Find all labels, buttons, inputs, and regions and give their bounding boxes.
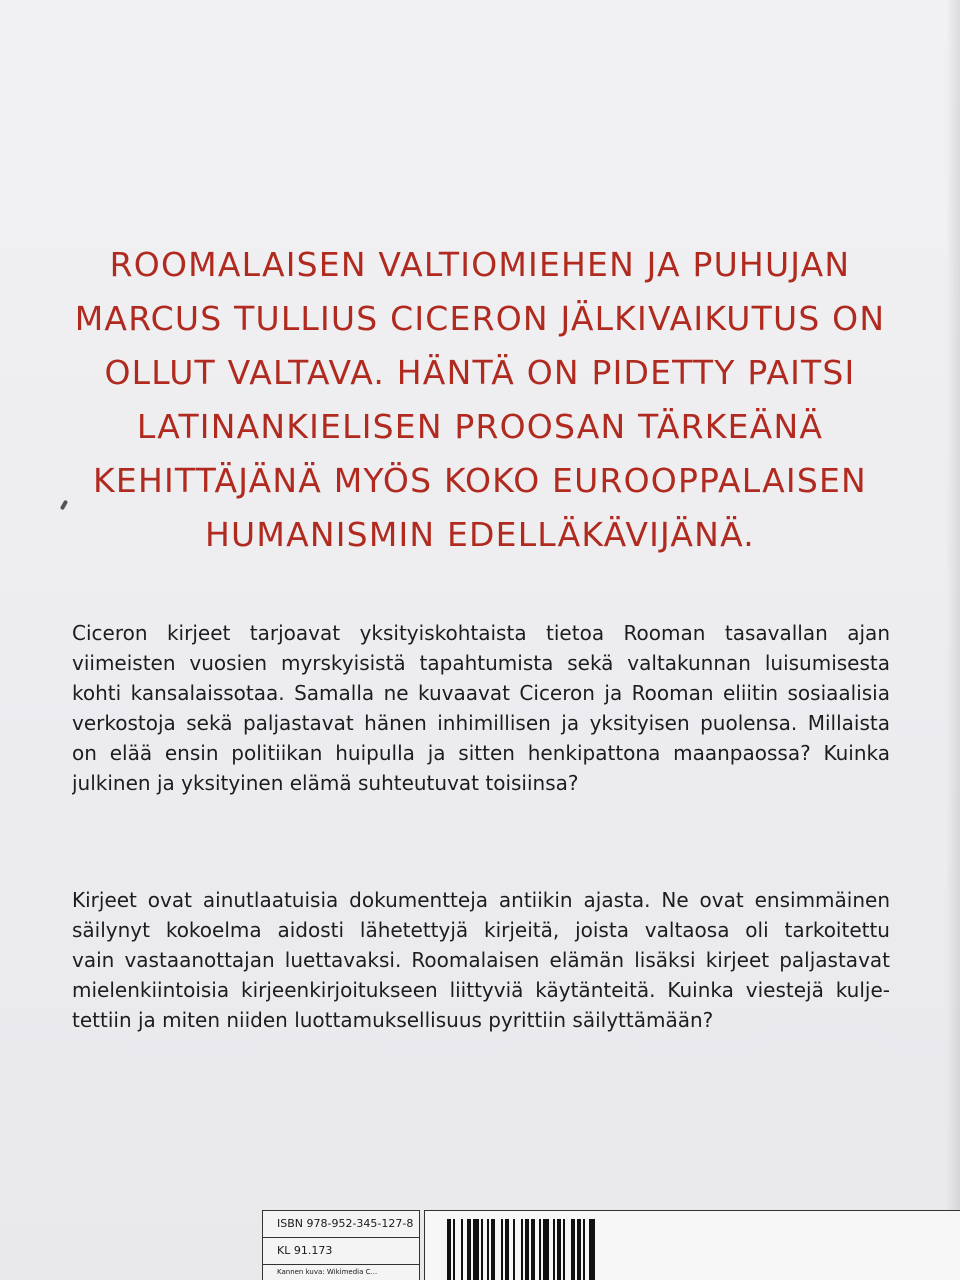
blurb-line: OLLUT VALTAVA. HÄNTÄ ON PIDETTY PAITSI [104, 353, 856, 392]
paragraph-line: tettiin ja miten niiden luottamuksellisuus pyrittiin säilyttämään? [72, 1008, 714, 1032]
paragraph-line: viimeisten vuosien myrskyisistä tapahtumista sekä valtakunnan luisumisesta [72, 651, 890, 675]
barcode-bar [571, 1219, 575, 1280]
barcode-bar [583, 1219, 585, 1280]
barcode-bar [501, 1219, 503, 1280]
barcode-bar [461, 1219, 463, 1280]
barcode-bar [467, 1219, 471, 1280]
barcode-bar [491, 1219, 495, 1280]
barcode-bar [531, 1219, 535, 1280]
blurb-line: ROOMALAISEN VALTIOMIEHEN JA PUHUJAN [109, 245, 851, 284]
page-edge-shadow [946, 0, 960, 1280]
isbn-number: ISBN 978-952-345-127-8 [263, 1211, 419, 1238]
cover-image-credit: Kannen kuva: Wikimedia C... [277, 1268, 378, 1276]
barcode-bar [521, 1219, 523, 1280]
barcode-bar [505, 1219, 509, 1280]
barcode-bar [447, 1219, 451, 1280]
paragraph-line: on elää ensin politiikan huipulla ja sitten henkipattona maanpaossa? Kuinka [72, 741, 890, 765]
paragraph-line: Ciceron kirjeet tarjoavat yksityiskohtaista tietoa Rooman tasavallan ajan [72, 621, 890, 645]
paragraph-line: säilynyt kokoelma aidosti lähetettyjä kirjeitä, joista valtaosa oli tarkoitettu [72, 918, 890, 942]
barcode-bar [557, 1219, 561, 1280]
paragraph-line: vain vastaanottajan luettavaksi. Roomalaisen elämän lisäksi kirjeet paljastavat [72, 948, 890, 972]
paragraph-line: mielenkiintoisia kirjeenkirjoitukseen liittyviä käytänteitä. Kuinka viestejä kulje- [72, 978, 890, 1002]
paragraph-line: kohti kansalaissotaa. Samalla ne kuvaavat Ciceron ja Rooman eliitin sosiaalisia [72, 681, 890, 705]
paragraph-line: julkinen ja yksityinen elämä suhteutuvat toisiinsa? [72, 771, 579, 795]
blurb-line: HUMANISMIN EDELLÄKÄVIJÄNÄ. [205, 515, 755, 554]
isbn-info-box [262, 1210, 420, 1280]
barcode-bar [563, 1219, 565, 1280]
paragraph-line: Kirjeet ovat ainutlaatuisia dokumentteja antiikin ajasta. Ne ovat ensimmäinen [72, 888, 890, 912]
description-paragraph-2 [72, 885, 890, 1035]
paragraph-line: verkostoja sekä paljastavat hänen inhimillisen ja yksityisen puolensa. Millaista [72, 711, 890, 735]
blurb-line: LATINANKIELISEN PROOSAN TÄRKEÄNÄ [136, 407, 824, 446]
barcode-bar [513, 1219, 515, 1280]
blurb-line: KEHITTÄJÄNÄ MYÖS KOKO EUROOPPALAISEN [93, 461, 867, 500]
library-classification: KL 91.173 [263, 1238, 419, 1265]
barcode-bar [577, 1219, 581, 1280]
barcode-bar [543, 1219, 549, 1280]
blurb-line: MARCUS TULLIUS CICERON JÄLKIVAIKUTUS ON [74, 299, 886, 338]
barcode [424, 1210, 960, 1280]
cover-blurb [60, 238, 900, 562]
barcode-bar [553, 1219, 555, 1280]
barcode-bar [481, 1219, 483, 1280]
barcode-bar [453, 1219, 455, 1280]
barcode-bar [589, 1219, 595, 1280]
barcode-bar [539, 1219, 541, 1280]
barcode-bar [525, 1219, 529, 1280]
barcode-bars [425, 1211, 960, 1280]
barcode-bar [487, 1219, 489, 1280]
description-paragraph-1 [72, 618, 890, 798]
barcode-bar [473, 1219, 479, 1280]
